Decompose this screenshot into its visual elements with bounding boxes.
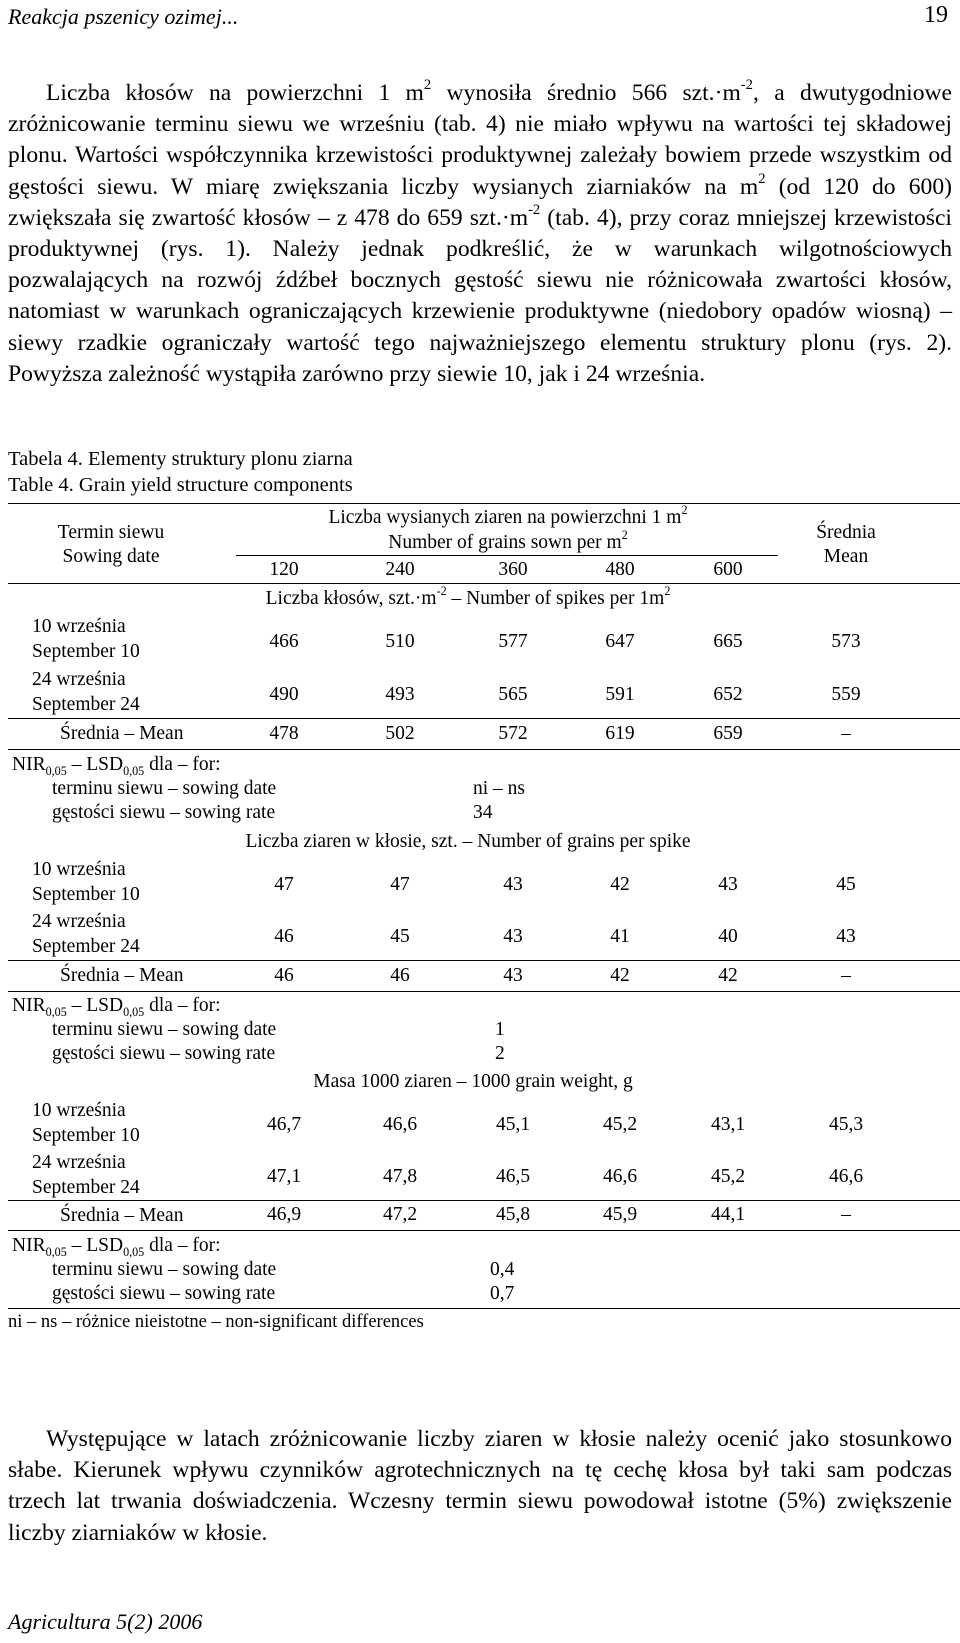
subscript: 0,05 bbox=[123, 763, 145, 778]
table-cell: – bbox=[841, 723, 851, 744]
subscript: 0,05 bbox=[45, 763, 67, 778]
section-title-grains: Liczba ziaren w kłosie, szt. – Number of grains per spike bbox=[245, 831, 691, 852]
table-cell: 45,3 bbox=[828, 1114, 864, 1135]
superscript: 2 bbox=[423, 76, 432, 93]
rule-above-mean bbox=[8, 718, 960, 719]
row-label-sep10-pl: 10 września bbox=[32, 1100, 126, 1121]
table-cell: 573 bbox=[831, 631, 861, 652]
table-cell: 652 bbox=[713, 684, 743, 705]
lsd-text: NIR bbox=[12, 995, 46, 1016]
table-cell: 46,5 bbox=[495, 1166, 531, 1187]
superscript: -2 bbox=[528, 201, 541, 218]
table-cell: 42 bbox=[610, 965, 630, 986]
row-label-sep24-pl: 24 września bbox=[32, 669, 126, 690]
rule-above-lsd bbox=[8, 991, 960, 992]
row-label-sep24-pl: 24 września bbox=[32, 1152, 126, 1173]
table-cell: 659 bbox=[713, 723, 743, 744]
table-cell: 42 bbox=[610, 874, 630, 895]
table-cell: 502 bbox=[385, 723, 415, 744]
lsd-text: NIR bbox=[12, 1235, 46, 1256]
header-sowing-date-pl: Termin siewu bbox=[57, 522, 165, 543]
table-cell: 40 bbox=[718, 926, 738, 947]
lsd-text: NIR bbox=[12, 754, 46, 775]
table-cell: 43 bbox=[503, 926, 523, 947]
density-header: 600 bbox=[713, 559, 743, 580]
header-sowing-date-en: Sowing date bbox=[62, 546, 160, 567]
lsd-rate-value: 2 bbox=[495, 1043, 505, 1064]
table-cell: 591 bbox=[605, 684, 635, 705]
lsd-rate-value: 0,7 bbox=[490, 1283, 515, 1304]
table-footnote: ni – ns – różnice nieistotne – non-significant differences bbox=[8, 1312, 424, 1332]
lsd-rate-value: 34 bbox=[473, 802, 493, 823]
table-cell: 47 bbox=[390, 874, 410, 895]
row-label-sep24-en: September 24 bbox=[32, 694, 140, 715]
section-title-spikes bbox=[265, 583, 671, 611]
lsd-text: – LSD bbox=[66, 1235, 124, 1256]
table-cell: 665 bbox=[713, 631, 743, 652]
rule-above-mean bbox=[8, 1200, 960, 1201]
section-title-grain-weight: Masa 1000 ziaren – 1000 grain weight, g bbox=[313, 1071, 633, 1092]
lsd-rate-label: gęstości siewu – sowing rate bbox=[52, 1043, 276, 1064]
table-cell: 46,6 bbox=[602, 1166, 638, 1187]
rule-above-lsd bbox=[8, 749, 960, 750]
header-density-en-text: Number of grains sown per m bbox=[388, 532, 622, 553]
row-label-sep24-en: September 24 bbox=[32, 1177, 140, 1198]
table-cell: 41 bbox=[610, 926, 630, 947]
lsd-date-value: 0,4 bbox=[490, 1259, 515, 1280]
header-mean-pl: Średnia bbox=[816, 522, 876, 543]
subscript: 0,05 bbox=[123, 1004, 145, 1019]
lsd-label bbox=[12, 753, 221, 777]
table-cell: – bbox=[841, 1204, 851, 1225]
header-mean-en: Mean bbox=[823, 546, 869, 567]
row-label-sep24-en: September 24 bbox=[32, 936, 140, 957]
table-cell: 45,8 bbox=[495, 1204, 531, 1225]
paragraph-spikes bbox=[8, 78, 952, 390]
table-top-rule bbox=[8, 503, 960, 504]
table-cell: 510 bbox=[385, 631, 415, 652]
running-header-title: Reakcja pszenicy ozimej... bbox=[8, 4, 239, 29]
table-cell: 647 bbox=[605, 631, 635, 652]
superscript: 2 bbox=[621, 527, 628, 542]
table-cell: 43,1 bbox=[710, 1114, 746, 1135]
table-cell: 46 bbox=[274, 965, 294, 986]
density-header: 240 bbox=[385, 559, 415, 580]
mean-row-label: Średnia – Mean bbox=[60, 1205, 184, 1226]
text-segment: Liczba kłosów na powierzchni 1 m bbox=[46, 80, 424, 106]
lsd-text: dla – for: bbox=[144, 995, 221, 1016]
subscript: 0,05 bbox=[123, 1244, 145, 1259]
table-cell: 43 bbox=[836, 926, 856, 947]
mean-row-label: Średnia – Mean bbox=[60, 723, 184, 744]
subscript: 0,05 bbox=[45, 1244, 67, 1259]
text-segment: wynosiła średnio 566 szt.·m bbox=[431, 80, 741, 106]
lsd-date-value: ni – ns bbox=[473, 778, 526, 799]
table-cell: 466 bbox=[269, 631, 299, 652]
table-caption-en: Table 4. Grain yield structure components bbox=[8, 474, 353, 496]
table-cell: 44,1 bbox=[710, 1204, 746, 1225]
paragraph-grains: Występujące w latach zróżnicowanie liczby ziaren w kłosie należy ocenić jako stosunkowo słabe. Kierunek wpływu czynników agrotechnicznych na tę cechę kłosa był taki sam podczas trzech lat trwania doświadczenia. Wczesny termin siewu powodował istotne (5%) zwiększenie liczby ziarniaków w kłosie. bbox=[8, 1426, 952, 1546]
table-cell: 490 bbox=[269, 684, 299, 705]
text-segment: (od 120 do 600) zwiększała się zwartość kłosów – z 478 do 659 szt.·m bbox=[8, 173, 952, 231]
density-header: 120 bbox=[269, 559, 299, 580]
section-title-text: – Number of spikes per 1m bbox=[446, 588, 665, 609]
table-cell: 43 bbox=[503, 965, 523, 986]
section-title-text: Liczba kłosów, szt.·m bbox=[265, 588, 437, 609]
rule-above-lsd bbox=[8, 1230, 960, 1231]
table-cell: 577 bbox=[498, 631, 528, 652]
lsd-date-label: terminu siewu – sowing date bbox=[52, 1019, 277, 1040]
table-cell: 46,9 bbox=[266, 1204, 302, 1225]
table-cell: 47,8 bbox=[382, 1166, 418, 1187]
table-cell: 45 bbox=[836, 874, 856, 895]
lsd-label bbox=[12, 1234, 221, 1258]
lsd-text: – LSD bbox=[66, 754, 124, 775]
table-cell: – bbox=[841, 965, 851, 986]
lsd-text: dla – for: bbox=[144, 754, 221, 775]
page-number: 19 bbox=[924, 2, 948, 28]
table-cell: 47,1 bbox=[266, 1166, 302, 1187]
table-cell: 43 bbox=[503, 874, 523, 895]
superscript: 2 bbox=[681, 502, 688, 517]
header-density-pl-text: Liczba wysianych ziaren na powierzchni 1 m bbox=[328, 507, 682, 528]
table-cell: 43 bbox=[718, 874, 738, 895]
lsd-date-value: 1 bbox=[495, 1019, 505, 1040]
row-label-sep10-en: September 10 bbox=[32, 1125, 140, 1146]
row-label-sep10-pl: 10 września bbox=[32, 616, 126, 637]
table-cell: 559 bbox=[831, 684, 861, 705]
text-segment: , a dwutygodniowe zróżnicowanie terminu siewu we wrześniu (tab. 4) nie miało wpływu na wartości tej składowej plonu. Wartości współczynnika krzewistości produktywnej zależały bowiem przede wszystkim od gęstości siewu. W miarę zwiększania liczby wysianych ziarniaków na m bbox=[8, 80, 952, 200]
table-cell: 493 bbox=[385, 684, 415, 705]
row-label-sep10-en: September 10 bbox=[32, 641, 140, 662]
table-cell: 47,2 bbox=[382, 1204, 418, 1225]
row-label-sep10-pl: 10 września bbox=[32, 859, 126, 880]
header-divider-rule bbox=[236, 555, 778, 556]
table-cell: 42 bbox=[718, 965, 738, 986]
density-header: 360 bbox=[498, 559, 528, 580]
table-cell: 46,7 bbox=[266, 1114, 302, 1135]
table-cell: 45,1 bbox=[495, 1114, 531, 1135]
table-cell: 565 bbox=[498, 684, 528, 705]
subscript: 0,05 bbox=[45, 1004, 67, 1019]
lsd-label bbox=[12, 994, 221, 1018]
table-cell: 619 bbox=[605, 723, 635, 744]
superscript: -2 bbox=[436, 583, 447, 598]
header-density-en bbox=[388, 527, 628, 555]
yield-structure-table bbox=[8, 503, 960, 1403]
lsd-text: dla – for: bbox=[144, 1235, 221, 1256]
header-density-pl bbox=[328, 502, 688, 530]
text-segment: (tab. 4), przy coraz mniejszej krzewistości produktywnej (rys. 1). Należy jednak podkreślić, że w warunkach wilgotnościowych pozwalających na rozwój źdźbeł bocznych gęstość siewu nie różnicowała zwartości kłosów, natomiast w warunkach ograniczających krzewienie produktywne (niedobory opadów wiosną) – siewy rzadkie ograniczały wartość tego najważniejszego elementu struktury plonu (rys. 2). Powyższa zależność wystąpiła zarówno przy siewie 10, jak i 24 września. bbox=[8, 204, 952, 387]
lsd-date-label: terminu siewu – sowing date bbox=[52, 778, 277, 799]
row-label-sep10-en: September 10 bbox=[32, 884, 140, 905]
table-cell: 46 bbox=[274, 926, 294, 947]
row-label-sep24-pl: 24 września bbox=[32, 911, 126, 932]
header-bottom-rule bbox=[8, 583, 960, 584]
table-cell: 46 bbox=[390, 965, 410, 986]
journal-footer: Agricultura 5(2) 2006 bbox=[8, 1609, 203, 1634]
table-cell: 45 bbox=[390, 926, 410, 947]
table-cell: 47 bbox=[274, 874, 294, 895]
table-cell: 45,2 bbox=[710, 1166, 746, 1187]
table-cell: 572 bbox=[498, 723, 528, 744]
superscript: 2 bbox=[664, 583, 671, 598]
table-cell: 46,6 bbox=[382, 1114, 418, 1135]
superscript: -2 bbox=[740, 76, 753, 93]
lsd-date-label: terminu siewu – sowing date bbox=[52, 1259, 277, 1280]
table-cell: 46,6 bbox=[828, 1166, 864, 1187]
density-header: 480 bbox=[605, 559, 635, 580]
table-caption-pl: Tabela 4. Elementy struktury plonu ziarna bbox=[8, 448, 353, 470]
mean-row-label: Średnia – Mean bbox=[60, 965, 184, 986]
lsd-text: – LSD bbox=[66, 995, 124, 1016]
lsd-rate-label: gęstości siewu – sowing rate bbox=[52, 802, 276, 823]
table-cell: 478 bbox=[269, 723, 299, 744]
table-cell: 45,9 bbox=[602, 1204, 638, 1225]
table-cell: 45,2 bbox=[602, 1114, 638, 1135]
lsd-rate-label: gęstości siewu – sowing rate bbox=[52, 1283, 276, 1304]
superscript: 2 bbox=[758, 170, 766, 187]
rule-above-mean bbox=[8, 960, 960, 961]
